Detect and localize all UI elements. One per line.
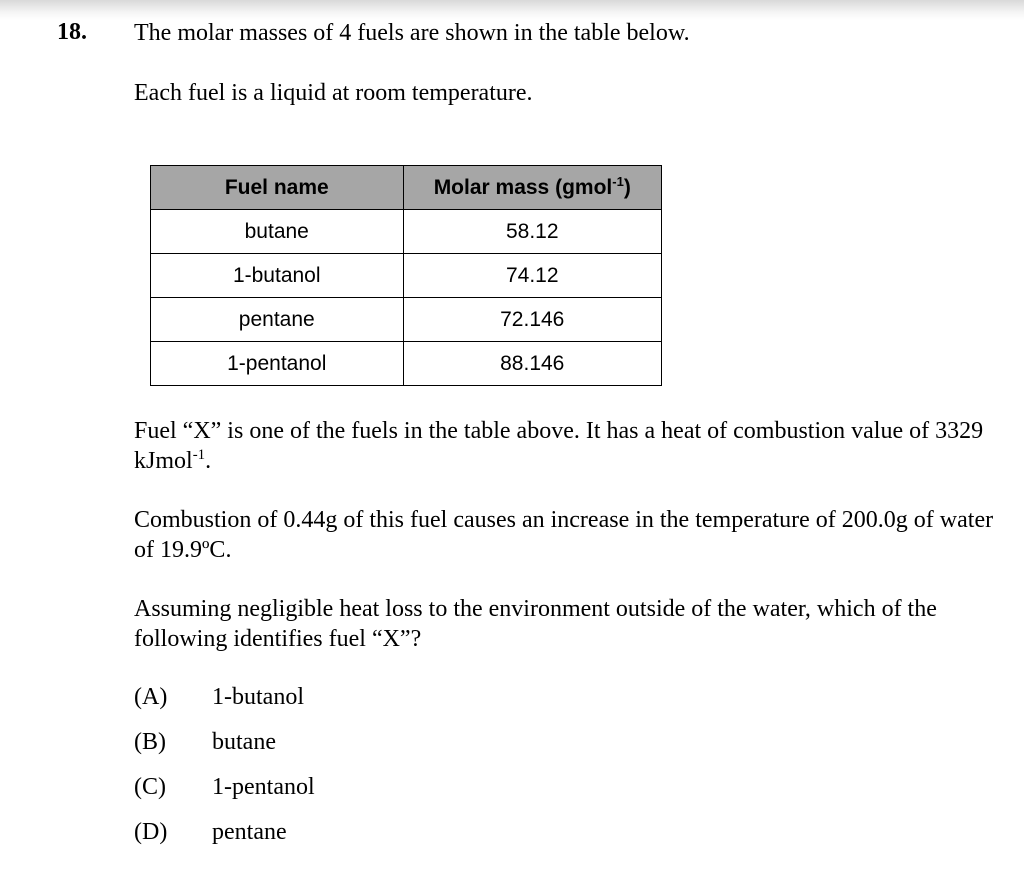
option-text: 1-pentanol: [212, 774, 315, 800]
table-row: [151, 210, 662, 254]
option-letter: (B): [134, 729, 166, 755]
header-fuel-name: Fuel name: [151, 166, 404, 210]
molar-mass-cell: 74.12: [403, 254, 662, 298]
fuel-name-cell: 1-butanol: [151, 254, 404, 298]
liquid-statement: Each fuel is a liquid at room temperature.: [134, 80, 533, 106]
option-d[interactable]: [134, 817, 315, 862]
molar-mass-table: [150, 165, 662, 386]
option-b[interactable]: [134, 727, 315, 772]
fuel-x-description: [134, 416, 1004, 476]
option-letter: (D): [134, 819, 168, 845]
option-c[interactable]: [134, 772, 315, 817]
option-text: 1-butanol: [212, 684, 304, 710]
header-molar-mass-label: Molar mass (gmol: [433, 175, 613, 199]
table-row: [151, 342, 662, 386]
header-molar-mass-close: ): [623, 175, 631, 199]
molar-mass-cell: 88.146: [403, 342, 662, 386]
fuel-name-cell: pentane: [151, 298, 404, 342]
header-molar-mass-exponent: -1: [612, 173, 624, 189]
option-text: pentane: [212, 819, 287, 845]
combustion-statement: Combustion of 0.44g of this fuel causes an increase in the temperature of 200.0g of water of 19.9ºC.: [134, 507, 994, 563]
option-a[interactable]: [134, 682, 315, 727]
question-number: 18.: [57, 19, 87, 45]
table-row: [151, 298, 662, 342]
option-text: butane: [212, 729, 276, 755]
answer-options: [134, 682, 315, 862]
question-prompt: Assuming negligible heat loss to the environment outside of the water, which of the following identifies fuel “X”?: [134, 596, 937, 652]
molar-mass-cell: 72.146: [403, 298, 662, 342]
option-letter: (A): [134, 684, 168, 710]
fuel-name-cell: 1-pentanol: [151, 342, 404, 386]
top-shade: [0, 0, 1024, 20]
option-letter: (C): [134, 774, 166, 800]
table-row: [151, 254, 662, 298]
fuel-x-text: Fuel “X” is one of the fuels in the table above. It has a heat of combustion value of 3329 kJmol: [134, 418, 984, 474]
fuel-x-exponent: -1: [192, 447, 206, 463]
question-intro: The molar masses of 4 fuels are shown in the table below.: [134, 20, 690, 46]
fuel-x-end: .: [205, 448, 212, 474]
molar-mass-cell: 58.12: [403, 210, 662, 254]
header-molar-mass: [403, 166, 662, 210]
table-header-row: [151, 166, 662, 210]
fuel-name-cell: butane: [151, 210, 404, 254]
